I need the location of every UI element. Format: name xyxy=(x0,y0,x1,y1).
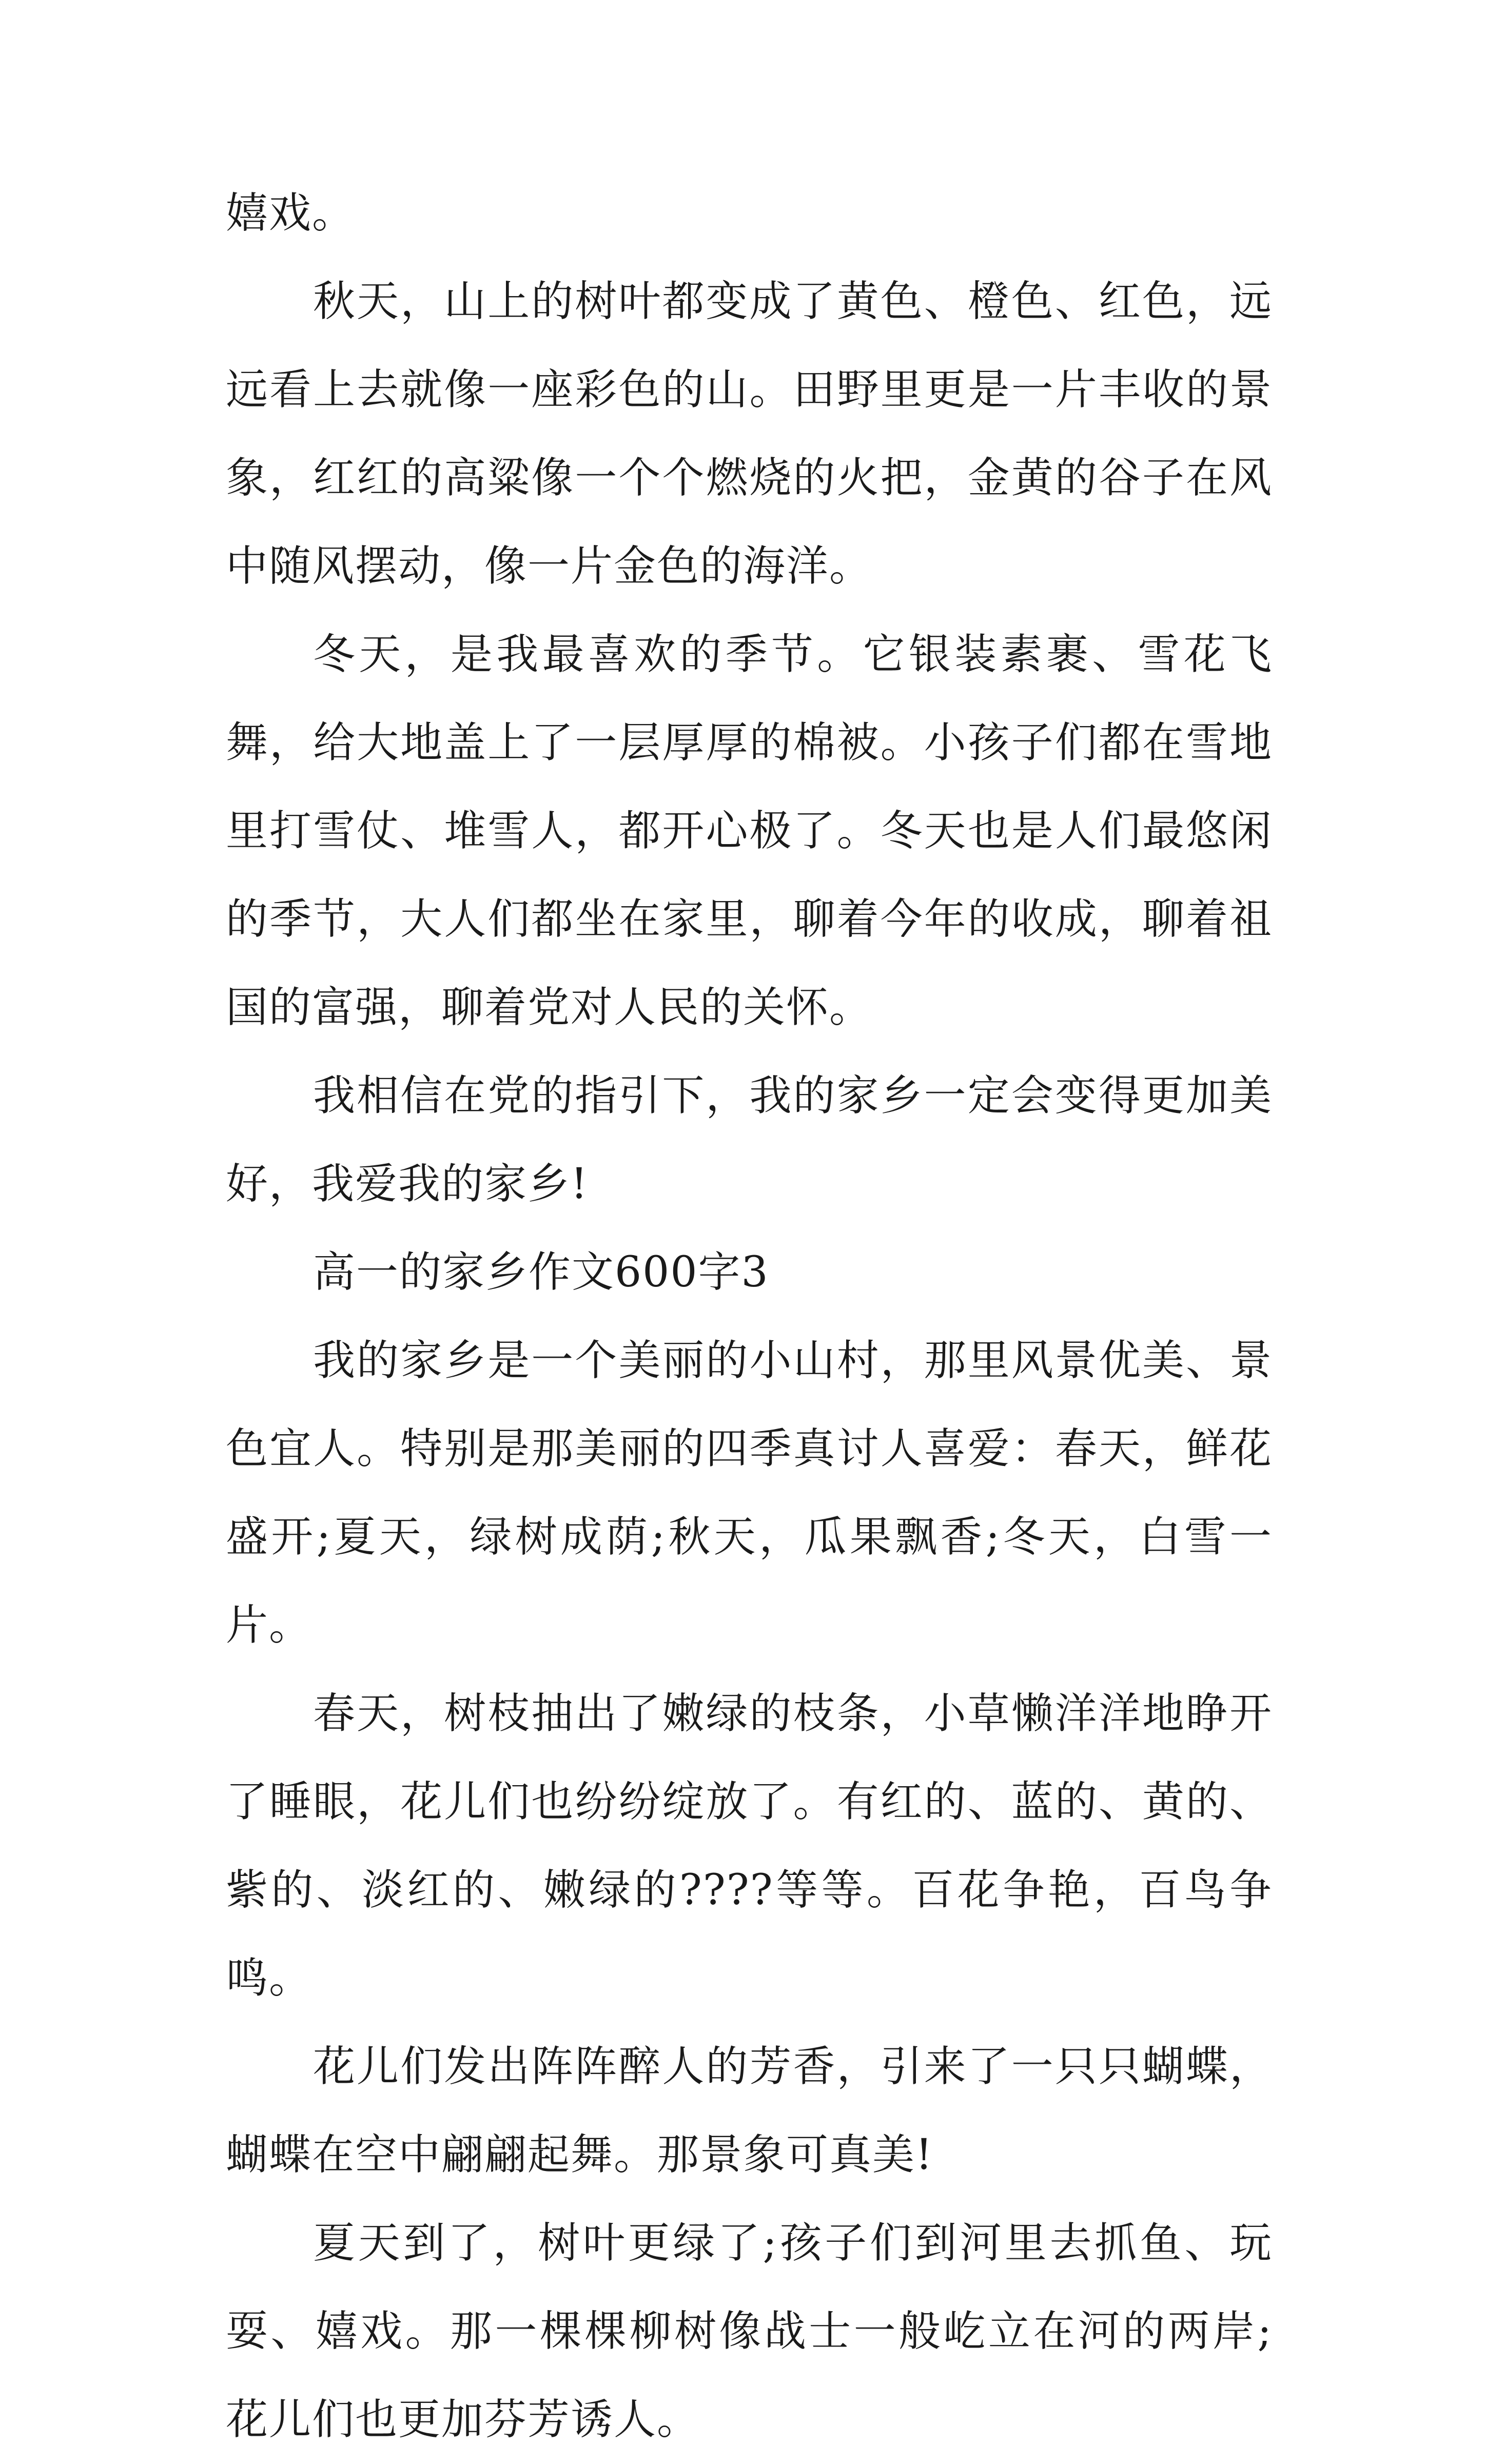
essay-heading: 高一的家乡作文600字3 xyxy=(313,1248,769,1297)
document-body xyxy=(226,169,1273,2464)
paragraph-summer: 夏天到了，树叶更绿了;孩子们到河里去抓鱼、玩耍、嬉戏。那一棵棵柳树像战士一般屹立在河的两岸;花儿们也更加芬芳诱人。 xyxy=(226,2219,1273,2444)
paragraph-conclusion: 我相信在党的指引下，我的家乡一定会变得更加美好，我爱我的家乡! xyxy=(226,1071,1273,1208)
paragraph-spring: 春天，树枝抽出了嫩绿的枝条，小草懒洋洋地睁开了睡眼，花儿们也纷纷绽放了。有红的、蓝的、黄的、紫的、淡红的、嫩绿的????等等。百花争艳，百鸟争鸣。 xyxy=(226,1689,1273,2003)
paragraph-intro: 我的家乡是一个美丽的小山村，那里风景优美、景色宜人。特别是那美丽的四季真讨人喜爱：春天，鲜花盛开;夏天，绿树成荫;秋天，瓜果飘香;冬天，白雪一片。 xyxy=(226,1336,1273,1650)
paragraph-winter: 冬天，是我最喜欢的季节。它银装素裹、雪花飞舞，给大地盖上了一层厚厚的棉被。小孩子们都在雪地里打雪仗、堆雪人，都开心极了。冬天也是人们最悠闲的季节，大人们都坐在家里，聊着今年的收成，聊着祖国的富强，聊着党对人民的关怀。 xyxy=(226,630,1273,1032)
paragraph-butterflies: 花儿们发出阵阵醉人的芳香，引来了一只只蝴蝶，蝴蝶在空中翩翩起舞。那景象可真美! xyxy=(226,2042,1273,2179)
paragraph-continuation: 嬉戏。 xyxy=(226,189,356,238)
paragraph-autumn: 秋天，山上的树叶都变成了黄色、橙色、红色，远远看上去就像一座彩色的山。田野里更是一片丰收的景象，红红的高粱像一个个燃烧的火把，金黄的谷子在风中随风摆动，像一片金色的海洋。 xyxy=(226,277,1273,591)
